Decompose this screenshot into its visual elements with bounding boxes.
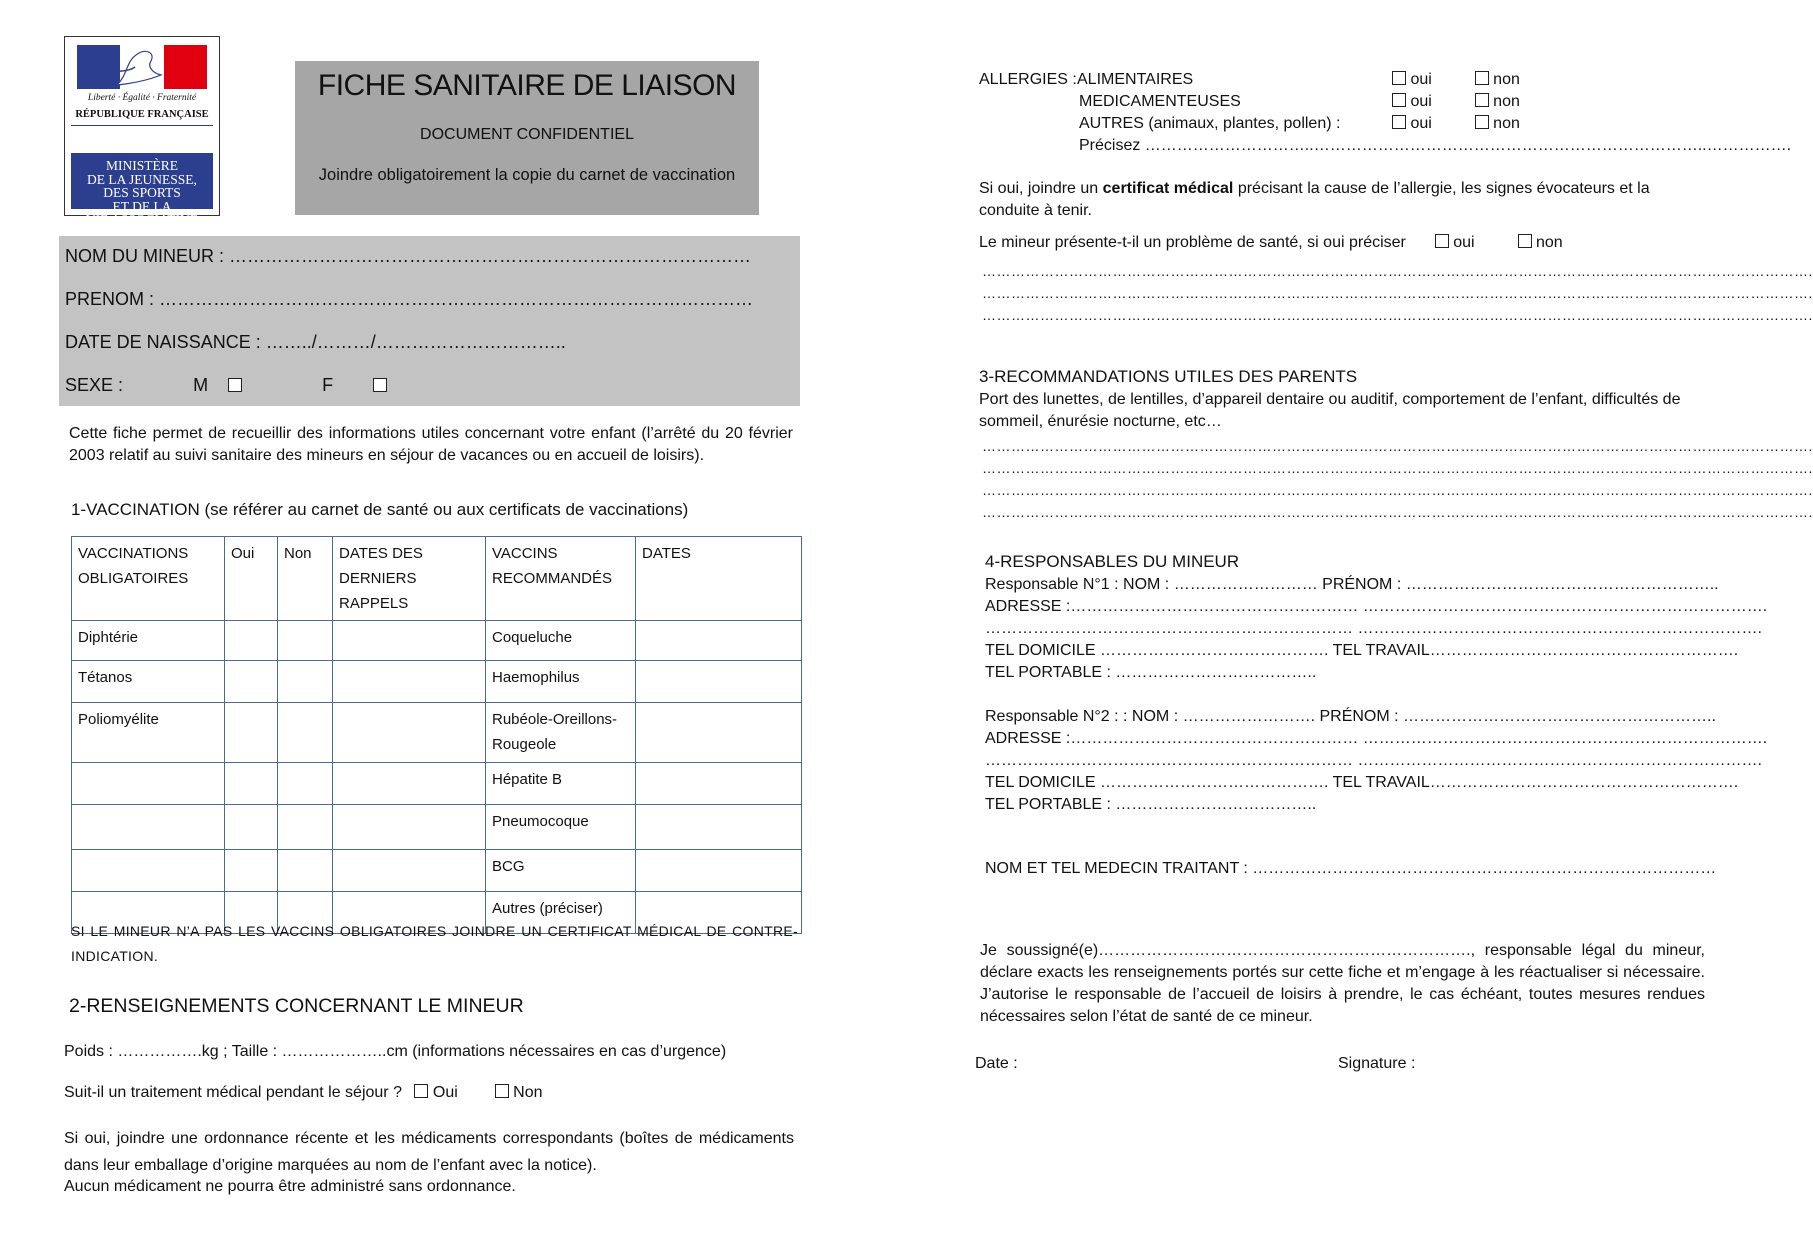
- autres-non-checkbox[interactable]: [1475, 115, 1489, 129]
- vaccination-table: [71, 536, 802, 934]
- non-cell[interactable]: [278, 621, 333, 661]
- vaccination-heading: 1-VACCINATION (se référer au carnet de santé ou aux certificats de vaccinations): [71, 500, 689, 519]
- rappel-cell[interactable]: [333, 661, 486, 703]
- date-cell[interactable]: [636, 621, 802, 661]
- oui-cell[interactable]: [225, 850, 278, 892]
- date-cell[interactable]: [636, 763, 802, 805]
- rappel-cell[interactable]: [333, 805, 486, 850]
- sexe-m-checkbox[interactable]: [228, 378, 242, 392]
- vaccine-cell: Poliomyélite: [72, 703, 225, 763]
- probleme-lines[interactable]: ………………………………………………………………………………………………………………………………………………………. ………………………………………………………………………………………………………………………………………………………. ……………………………………………………………………………………………………………………………………………………….: [982, 263, 1813, 323]
- probleme-oui-checkbox[interactable]: [1435, 234, 1449, 248]
- date-cell[interactable]: [636, 805, 802, 850]
- header-vaccinations-obligatoires: VACCINATIONS OBLIGATOIRES: [72, 537, 225, 621]
- header-dates: DATES: [636, 537, 802, 621]
- table-row: [72, 805, 802, 850]
- traitement-oui-checkbox[interactable]: [414, 1084, 428, 1098]
- table-header-row: [72, 537, 802, 621]
- certificat-text: Si oui, joindre un certificat médical précisant la cause de l’allergie, les signes évocateurs et la conduite à tenir.: [979, 180, 1650, 219]
- non-label: non: [1493, 93, 1520, 110]
- table-row: [72, 850, 802, 892]
- sexe-f-label: F: [322, 375, 334, 395]
- autres-oui-checkbox[interactable]: [1392, 115, 1406, 129]
- r2-nom-prenom: Responsable N°2 : : NOM : ……………………. PRÉNOM : …………………………………………………..: [985, 708, 1716, 725]
- oui-cell[interactable]: [225, 763, 278, 805]
- oui-cell[interactable]: [225, 703, 278, 763]
- r2-adresse: ADRESSE :……………………………………………… ………………………………………………………………….: [985, 730, 1768, 747]
- vaccination-note: SI LE MINEUR N’A PAS LES VACCINS OBLIGATOIRES JOINDRE UN CERTIFICAT MÉDICAL DE CONTRE-INDICATION.: [71, 923, 798, 964]
- intro-text: Cette fiche permet de recueillir des informations utiles concernant votre enfant (l’arrêté du 20 février 2003 relatif au suivi sanitaire des mineurs en séjour de vacances ou en accueil de loisirs).: [69, 425, 793, 464]
- medecin-field[interactable]: NOM ET TEL MEDECIN TRAITANT : ……………………………………………………………………………: [985, 860, 1717, 877]
- vaccine-cell[interactable]: [72, 850, 225, 892]
- vaccine-cell: Tétanos: [72, 661, 225, 703]
- rappel-cell[interactable]: [333, 850, 486, 892]
- allergy-autres: AUTRES (animaux, plantes, pollen) :: [1079, 115, 1341, 132]
- section4-heading: 4-RESPONSABLES DU MINEUR: [985, 552, 1240, 571]
- medicamenteuses-non-checkbox[interactable]: [1475, 93, 1489, 107]
- sexe-row: [65, 375, 387, 396]
- r1-adresse-suite: …………………………………………………………… ………………………………………………………………….: [985, 620, 1762, 637]
- non-cell[interactable]: [278, 805, 333, 850]
- rappel-cell[interactable]: [333, 621, 486, 661]
- precisez-field[interactable]: Précisez …………………………..………………………………………………………………..…………….: [1079, 137, 1792, 154]
- probleme-question: Le mineur présente-t-il un problème de santé, si oui préciser: [979, 234, 1406, 251]
- traitement-non-checkbox[interactable]: [495, 1084, 509, 1098]
- title-box: [295, 61, 759, 215]
- r2-adresse-suite: …………………………………………………………… ………………………………………………………………….: [985, 752, 1762, 769]
- sexe-label: SEXE :: [65, 375, 124, 395]
- ministry-logo: [64, 36, 220, 227]
- non-cell[interactable]: [278, 661, 333, 703]
- traitement-row: [64, 1084, 543, 1102]
- signature-field[interactable]: Signature :: [1338, 1055, 1416, 1072]
- sexe-f-checkbox[interactable]: [373, 378, 387, 392]
- medicamenteuses-oui-checkbox[interactable]: [1392, 93, 1406, 107]
- r1-portable: TEL PORTABLE : ………………………………..: [985, 664, 1317, 681]
- vaccine-cell[interactable]: [72, 805, 225, 850]
- naissance-field[interactable]: DATE DE NAISSANCE : ……../………/…………………………..: [65, 332, 566, 352]
- rappel-cell[interactable]: [333, 763, 486, 805]
- non-cell[interactable]: [278, 703, 333, 763]
- oui-label: oui: [1410, 93, 1432, 110]
- non-label: non: [1535, 234, 1563, 251]
- section3-heading: 3-RECOMMANDATIONS UTILES DES PARENTS: [979, 367, 1358, 386]
- marianne-flag-icon: [77, 45, 207, 89]
- responsable2-block[interactable]: [985, 706, 1768, 816]
- recommended-cell: Autres (préciser): [486, 892, 636, 934]
- logo-motto: Liberté · Égalité · Fraternité: [87, 93, 197, 103]
- table-row: [72, 661, 802, 703]
- ordonnance-text: Si oui, joindre une ordonnance récente et les médicaments correspondants (boîtes de médicaments dans leur emballage d’origine marquées au nom de l’enfant avec la notice).: [64, 1130, 794, 1174]
- date-cell[interactable]: [636, 850, 802, 892]
- allergy-alimentaires-options: [1392, 71, 1520, 89]
- date-field[interactable]: Date :: [975, 1055, 1018, 1072]
- recommended-cell: Coqueluche: [486, 621, 636, 661]
- alimentaires-non-checkbox[interactable]: [1475, 71, 1489, 85]
- date-cell[interactable]: [636, 661, 802, 703]
- table-row: [72, 703, 802, 763]
- section2-heading: 2-RENSEIGNEMENTS CONCERNANT LE MINEUR: [69, 995, 524, 1017]
- header-dates-rappels: DATES DES DERNIERS RAPPELS: [333, 537, 486, 621]
- r1-nom-prenom: Responsable N°1 : NOM : ……………………… PRÉNOM : …………………………………………………..: [985, 576, 1719, 593]
- oui-label: oui: [1410, 115, 1432, 132]
- recommandations-lines[interactable]: ………………………………………………………………………………………………………………………………………………………. ………………………………………………………………………………………………………………………………………………………. ………………………………………………………………………………………………………………………………………………………. ……………………………………………………………………………………………………………………………………………………….: [982, 438, 1813, 520]
- vaccine-cell[interactable]: [72, 763, 225, 805]
- table-row: [72, 763, 802, 805]
- r1-tel: TEL DOMICILE ……………………………………. TEL TRAVAIL………………………………………………….: [985, 642, 1739, 659]
- traitement-non-label: Non: [513, 1084, 543, 1101]
- prenom-field[interactable]: PRENOM : ………………………………………………………………………………………: [65, 289, 754, 309]
- probleme-row: [979, 234, 1563, 252]
- r1-adresse: ADRESSE :……………………………………………… ………………………………………………………………….: [985, 598, 1768, 615]
- declaration-text: Je soussigné(e)……………………………………………………………., responsable légal du mineur, déclare exacts les renseignements portés sur cette fiche et m’engage à les réactualiser si nécessaire. J’autorise le responsable de l’accueil de loisirs à prendre, le cas échéant, toutes mesures rendues nécessaires selon l’état de santé de ce mineur.: [980, 942, 1705, 1025]
- logo-ministry: MINISTÈRE DE LA JEUNESSE, DES SPORTS ET DE LA VIE ASSOCIATIVE: [71, 153, 213, 209]
- oui-cell[interactable]: [225, 805, 278, 850]
- allergies-label: ALLERGIES :: [979, 71, 1077, 88]
- responsable1-block[interactable]: [985, 574, 1768, 684]
- confidential-label: DOCUMENT CONFIDENTIEL: [420, 126, 634, 143]
- oui-cell[interactable]: [225, 621, 278, 661]
- oui-label: oui: [1410, 71, 1432, 88]
- allergy-medicamenteuses: MEDICAMENTEUSES: [1079, 93, 1241, 110]
- header-non: Non: [278, 537, 333, 621]
- oui-cell[interactable]: [225, 661, 278, 703]
- allergy-medicamenteuses-options: [1392, 93, 1520, 111]
- traitement-question: Suit-il un traitement médical pendant le séjour ?: [64, 1084, 402, 1101]
- logo-republic: RÉPUBLIQUE FRANÇAISE: [75, 109, 209, 120]
- recommended-cell: Rubéole-Oreillons-Rougeole: [486, 703, 636, 763]
- traitement-oui-label: Oui: [432, 1084, 458, 1101]
- r2-portable: TEL PORTABLE : ………………………………..: [985, 796, 1317, 813]
- allergy-alimentaires: ALIMENTAIRES: [1077, 71, 1194, 88]
- header-vaccins-recommandes: VACCINS RECOMMANDÉS: [486, 537, 636, 621]
- sexe-m-label: M: [193, 375, 209, 395]
- recommended-cell: Pneumocoque: [486, 805, 636, 850]
- vaccination-instruction: Joindre obligatoirement la copie du carnet de vaccination: [318, 166, 736, 184]
- poids-taille-field[interactable]: Poids : …………….kg ; Taille : ………………..cm (informations nécessaires en cas d’urgence): [64, 1043, 727, 1060]
- table-row: [72, 621, 802, 661]
- page-title: FICHE SANITAIRE DE LIAISON: [317, 69, 737, 102]
- identity-box: [59, 236, 800, 406]
- non-cell[interactable]: [278, 850, 333, 892]
- nom-field[interactable]: NOM DU MINEUR : ……………………………………………………………………………: [65, 246, 751, 266]
- non-label: non: [1493, 71, 1520, 88]
- ordonnance-warning: Aucun médicament ne pourra être administré sans ordonnance.: [64, 1178, 516, 1195]
- allergy-autres-options: [1392, 115, 1520, 133]
- oui-label: oui: [1453, 234, 1475, 251]
- rappel-cell[interactable]: [333, 703, 486, 763]
- header-oui: Oui: [225, 537, 278, 621]
- section3-text: Port des lunettes, de lentilles, d’appareil dentaire ou auditif, comportement de l’enfant, difficultés de sommeil, énurésie nocturne, etc…: [979, 391, 1681, 430]
- non-cell[interactable]: [278, 763, 333, 805]
- recommended-cell: Haemophilus: [486, 661, 636, 703]
- date-cell[interactable]: [636, 703, 802, 763]
- non-label: non: [1493, 115, 1520, 132]
- vaccine-cell: Diphtérie: [72, 621, 225, 661]
- probleme-non-checkbox[interactable]: [1518, 234, 1532, 248]
- alimentaires-oui-checkbox[interactable]: [1392, 71, 1406, 85]
- recommended-cell: Hépatite B: [486, 763, 636, 805]
- recommended-cell: BCG: [486, 850, 636, 892]
- r2-tel: TEL DOMICILE ……………………………………. TEL TRAVAIL………………………………………………….: [985, 774, 1739, 791]
